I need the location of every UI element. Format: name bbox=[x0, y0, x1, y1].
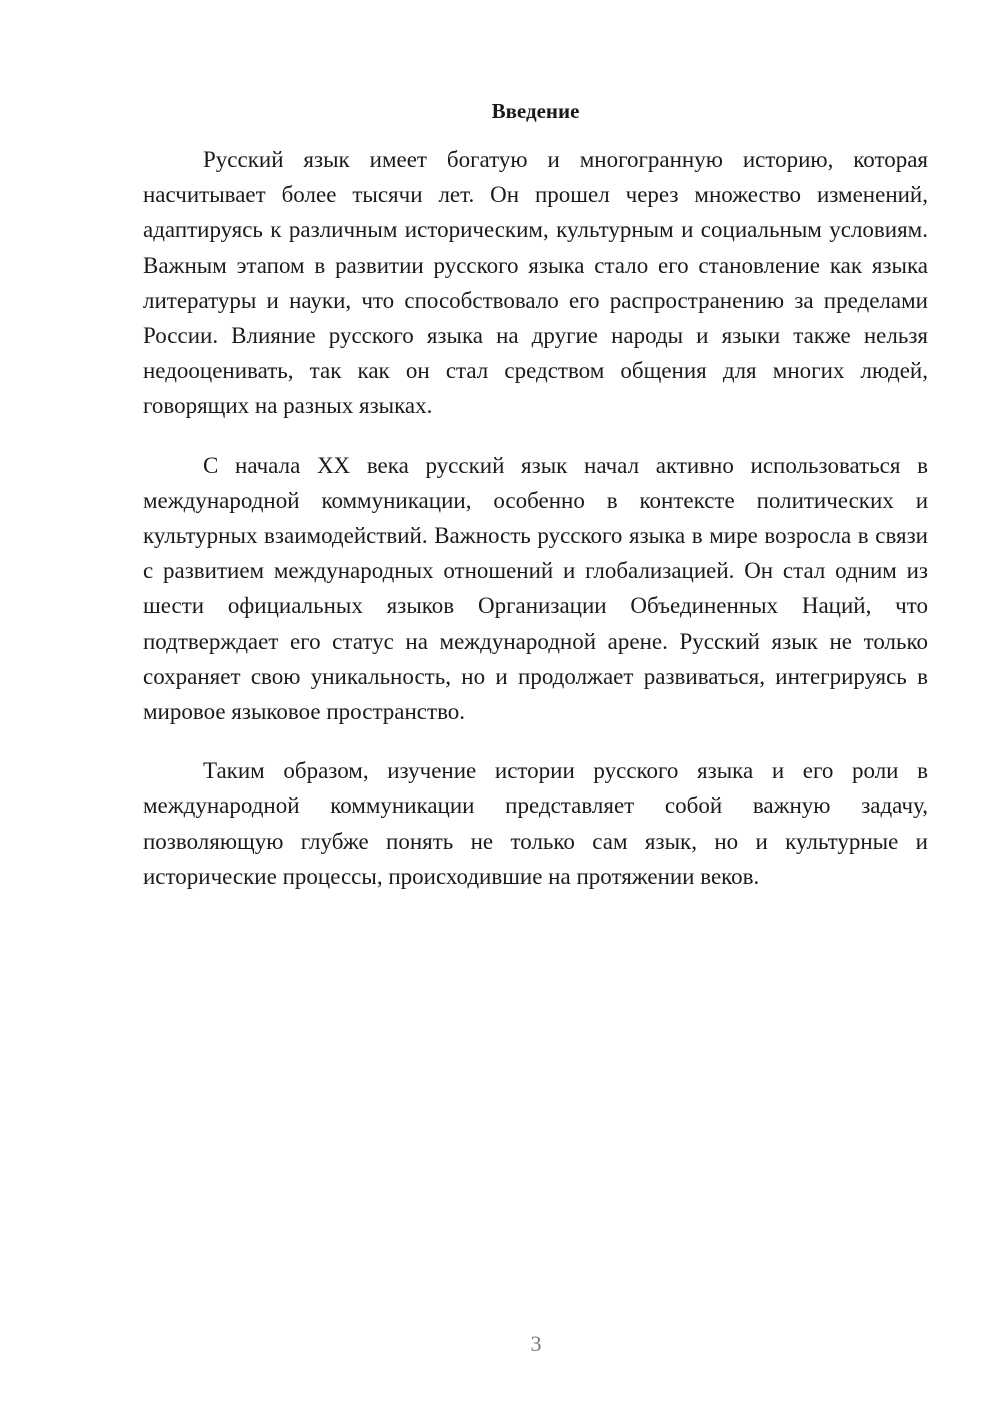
section-heading: Введение bbox=[491, 99, 580, 123]
page-content bbox=[143, 96, 928, 894]
paragraph-1: Русский язык имеет богатую и многогранную историю, которая насчитывает более тысячи лет. Он прошел через множество изменений, адаптируясь к различным историческим, культурным и социальным условиям. Важным этапом в развитии русского языка стало его становление как языка литературы и науки, что способствовало его распространению за пределами России. Влияние русского языка на другие народы и языки также нельзя недооценивать, так как он стал средством общения для многих людей, говорящих на разных языках. bbox=[143, 147, 928, 419]
paragraph-3: Таким образом, изучение истории русского языка и его роли в международной коммуникации представляет собой важную задачу, позволяющую глубже понять не только сам язык, но и культурные и исторические процессы, происходившие на протяжении веков. bbox=[143, 758, 928, 889]
paragraph-2: С начала XX века русский язык начал активно использоваться в международной коммуникации, особенно в контексте политических и культурных взаимодействий. Важность русского языка в мире возросла в связи с развитием международных отношений и глобализацией. Он стал одним из шести официальных языков Организации Объединенных Наций, что подтверждает его статус на международной арене. Русский язык не только сохраняет свою уникальность, но и продолжает развиваться, интегрируясь в мировое языковое пространство. bbox=[143, 452, 928, 725]
page-number: 3 bbox=[530, 1331, 542, 1356]
